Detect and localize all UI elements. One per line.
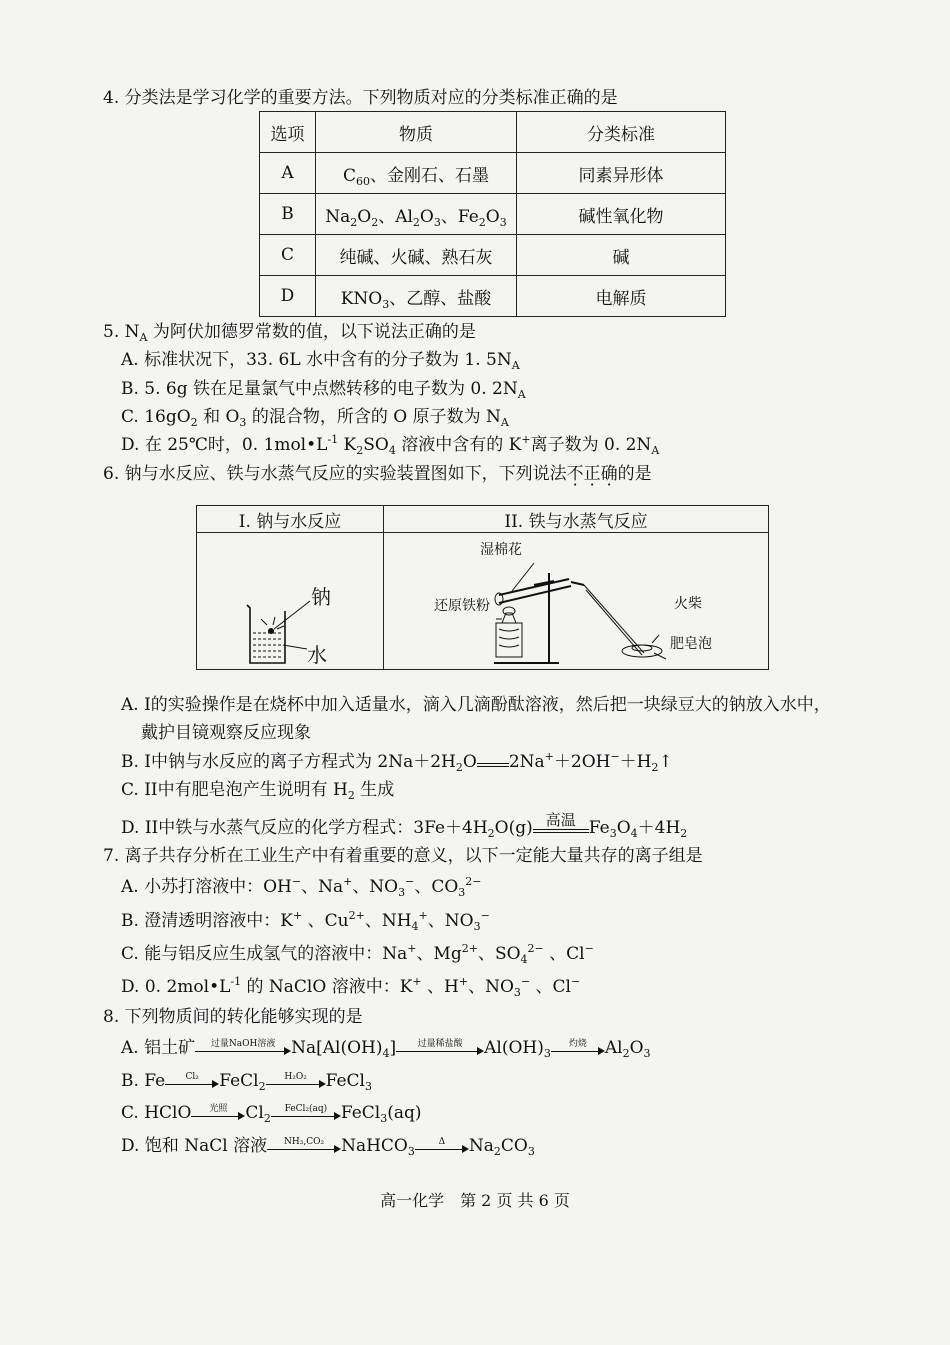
q7-stem: 7. 离子共存分析在工业生产中有着重要的意义，以下一定能大量共存的离子组是 <box>103 846 703 866</box>
q6-option-d: D. II中铁与水蒸气反应的化学方程式：$3Fe+4H_2O(g)$ 高温 $Fe_3O_4+4H_2$ <box>121 810 688 840</box>
q8-stem: 8. 下列物质间的转化能够实现的是 <box>103 1007 363 1027</box>
header-sodium-water: I. 钠与水反应 <box>197 506 384 533</box>
q8-option-c: C. HClO 光照 $Cl_2$ FeCl₂(aq) FeCl$_3$(aq) <box>121 1103 422 1125</box>
q6-option-b: B. I中钠与水反应的离子方程式为 $2Na+2H_2O$ $2Na^++2OH^-+H_2↑$ <box>121 750 673 774</box>
table-row <box>260 194 726 235</box>
page-footer: 高一化学 第 2 页 共 6 页 <box>380 1191 570 1210</box>
row-substance: $Na_2O_2$、$Al_2O_3$、$Fe_2O_3$ <box>316 194 517 235</box>
header-iron-steam: II. 铁与水蒸气反应 <box>384 506 769 533</box>
q6-option-a-line2: 戴护目镜观察反应现象 <box>141 723 311 743</box>
row-option: A <box>260 153 316 194</box>
row-substance: 纯碱、火碱、熟石灰 <box>316 235 517 276</box>
sodium-water-cell <box>197 533 384 670</box>
q7-option-b: B. 澄清透明溶液中：K+ 、$Cu^{2+}$、$NH_4^+$、$NO_3^-$ <box>121 909 490 933</box>
q6-option-a-line1: A. I的实验操作是在烧杯中加入适量水，滴入几滴酚酞溶液，然后把一块绿豆大的钠放入水中， <box>121 695 831 715</box>
reaction-arrow: Cl₂ <box>165 1075 219 1089</box>
row-standard: 碱性氧化物 <box>517 194 726 235</box>
table-row <box>260 153 726 194</box>
q6-apparatus-table <box>196 505 769 670</box>
reaction-arrow: NH₃,CO₂ <box>267 1140 341 1154</box>
row-standard: 碱 <box>517 235 726 276</box>
label-water: 水 <box>307 643 327 667</box>
reaction-arrow: Δ <box>415 1140 469 1154</box>
row-option: D <box>260 276 316 317</box>
table-row <box>197 533 769 670</box>
reaction-arrow: 过量稀盐酸 <box>396 1042 484 1056</box>
table-row <box>260 276 726 317</box>
row-standard: 电解质 <box>517 276 726 317</box>
q8-option-a: A. 铝土矿 过量NaOH溶液 $Na[Al(OH)_4]$ 过量稀盐酸 $Al(OH)_3$ 灼烧 $Al_2O_3$ <box>121 1038 651 1060</box>
q5-option-c: C. $16gO_2$ 和 $O_3$ 的混合物，所含的 O 原子数为 $N_A$ <box>121 407 509 429</box>
label-match: 火柴 <box>674 596 702 612</box>
reaction-arrow: 过量NaOH溶液 <box>195 1042 291 1056</box>
beaker-diagram <box>197 533 383 669</box>
q7-option-a: A. 小苏打溶液中：OH−、Na+、$NO_3^-$、$CO_3^{2-}$ <box>121 875 482 899</box>
q4-stem: 4. 分类法是学习化学的重要方法。下列物质对应的分类标准正确的是 <box>103 88 618 108</box>
reaction-arrow: 光照 <box>191 1107 245 1121</box>
q7-option-c: C. 能与铝反应生成氢气的溶液中：Na+、$Mg^{2+}$、$SO_4^{2-}$ 、Cl− <box>121 942 594 966</box>
q5-option-a: A. 标准状况下，33. 6L 水中含有的分子数为 1. $5N_A$ <box>121 350 520 372</box>
header-option: 选项 <box>260 112 316 153</box>
q8-option-b: B. Fe Cl₂ FeCl$_2$ H₂O₂ FeCl$_3$ <box>121 1071 372 1093</box>
q8-option-d: D. 饱和 NaCl 溶液 NH₃,CO₂ NaHCO$_3$ Δ $Na_2CO_3$ <box>121 1136 535 1158</box>
reaction-arrow: 灼烧 <box>551 1042 605 1056</box>
row-substance: $C_{60}$、金刚石、石墨 <box>316 153 517 194</box>
row-standard: 同素异形体 <box>517 153 726 194</box>
table-header-row <box>260 112 726 153</box>
label-sodium: 钠 <box>311 585 331 609</box>
q5-stem: 5. $N_A$ 为阿伏加德罗常数的值，以下说法正确的是 <box>103 322 476 344</box>
q5-option-d: D. 在 25℃时，0. $1mol•L^{-1}$ $K_2SO_4$ 溶液中含有的 K+离子数为 0. $2N_A$ <box>121 433 660 457</box>
label-soap-bubble: 肥皂泡 <box>670 636 712 652</box>
row-option: B <box>260 194 316 235</box>
row-substance: $KNO_3$、乙醇、盐酸 <box>316 276 517 317</box>
q6-option-c: C. II中有肥皂泡产生说明有 $H_2$ 生成 <box>121 780 395 802</box>
q4-table <box>259 111 726 317</box>
q7-option-d: D. 0. $2mol•L^{-1}$ 的 NaClO 溶液中：K+ 、H+、$NO_3^-$ 、Cl− <box>121 975 581 999</box>
table-header-row <box>197 506 769 533</box>
q5-option-b: B. 5. 6g 铁在足量氯气中点燃转移的电子数为 0. $2N_A$ <box>121 379 526 401</box>
iron-steam-cell <box>384 533 769 670</box>
header-substance: 物质 <box>316 112 517 153</box>
q6-stem: 6. 钠与水反应、铁与水蒸气反应的实验装置图如下，下列说法不正确的是 <box>103 464 652 484</box>
reaction-arrow: H₂O₂ <box>266 1075 326 1089</box>
label-wet-cotton: 湿棉花 <box>480 542 522 558</box>
equals-sign <box>477 755 509 771</box>
row-option: C <box>260 235 316 276</box>
label-iron-powder: 还原铁粉 <box>434 598 490 614</box>
table-row <box>260 235 726 276</box>
header-standard: 分类标准 <box>517 112 726 153</box>
reaction-arrow: FeCl₂(aq) <box>271 1107 341 1121</box>
high-temperature-condition: 高温 <box>533 821 589 837</box>
